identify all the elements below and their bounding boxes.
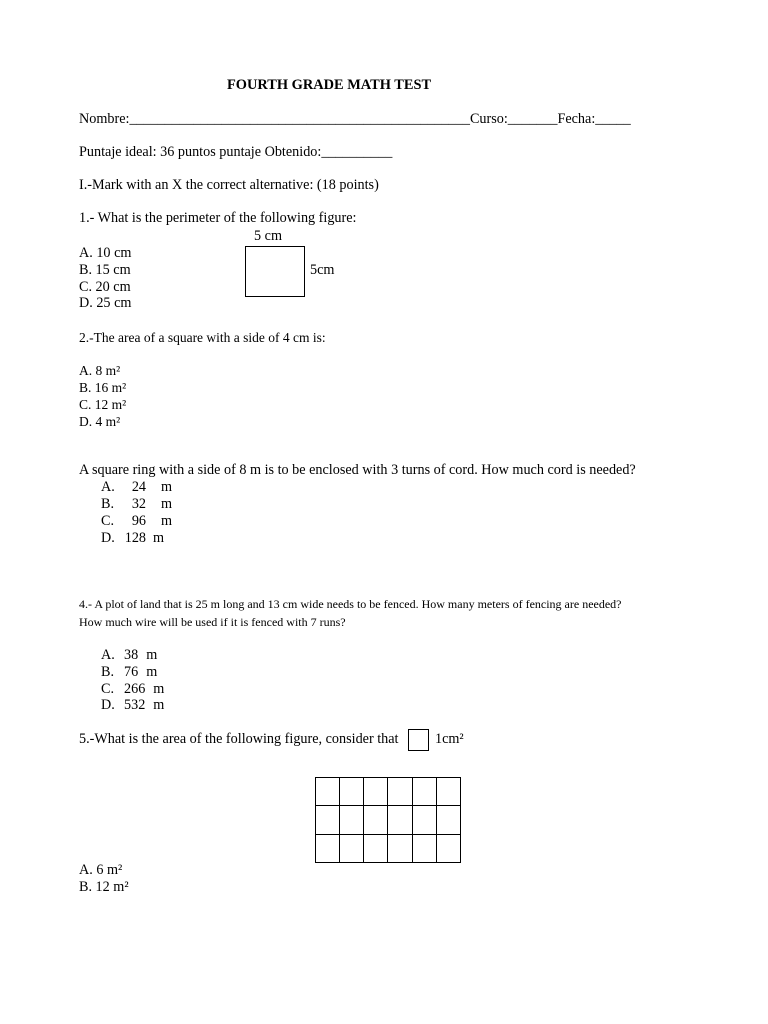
option-unit: m — [161, 513, 173, 529]
score-blank: __________ — [321, 144, 393, 160]
q2-option-c: C. 12 m² — [79, 397, 127, 412]
q4-option-c — [101, 681, 164, 698]
question-4-text-line-2: How much wire will be used if it is fenced with 7 runs? — [79, 615, 346, 629]
score-text: Puntaje ideal: 36 puntos puntaje Obtenido: — [79, 144, 322, 160]
q4-option-b — [101, 664, 157, 681]
grid-cell — [316, 778, 340, 806]
question-3-text: A square ring with a side of 8 m is to be enclosed with 3 turns of cord. How much cord is needed? — [79, 462, 636, 478]
grid-cell — [413, 806, 437, 834]
option-unit: m — [146, 664, 158, 680]
option-value: 38 — [124, 647, 139, 663]
grid-cell — [437, 806, 461, 834]
name-blank: ________________________________________________ — [129, 111, 470, 127]
q5-option-a: A. 6 m² — [79, 862, 123, 878]
option-letter: D. — [101, 530, 115, 546]
grid-cell — [340, 778, 364, 806]
q2-option-d: D. 4 m² — [79, 414, 121, 429]
option-unit: m — [161, 496, 173, 512]
option-value: 128 — [124, 530, 146, 546]
grid-cell — [364, 806, 388, 834]
option-letter: B. — [101, 664, 115, 680]
figure-side-label: 5cm — [310, 262, 335, 278]
grid-cell — [340, 806, 364, 834]
q1-option-d: D. 25 cm — [79, 295, 132, 311]
unit-square-icon — [408, 729, 429, 751]
option-value: 532 — [124, 697, 146, 713]
q1-option-b: B. 15 cm — [79, 262, 131, 278]
name-label: Nombre: — [79, 111, 130, 127]
grid-cell — [364, 835, 388, 863]
option-unit: m — [153, 530, 165, 546]
question-4-text-line-1: 4.- A plot of land that is 25 m long and 13 cm wide needs to be fenced. How many meters of fencing are needed? — [79, 597, 622, 611]
course-blank: _______ — [507, 111, 558, 127]
grid-cell — [437, 778, 461, 806]
q4-option-d — [101, 697, 164, 714]
unit-grid-figure — [315, 777, 461, 863]
option-unit: m — [153, 697, 165, 713]
option-value: 266 — [124, 681, 146, 697]
option-unit: m — [146, 647, 158, 663]
q1-option-a: A. 10 cm — [79, 245, 132, 261]
page-title: FOURTH GRADE MATH TEST — [227, 77, 432, 93]
grid-cell — [413, 835, 437, 863]
option-letter: C. — [101, 513, 115, 529]
date-blank: _____ — [595, 111, 631, 127]
grid-cell — [437, 835, 461, 863]
option-letter: A. — [101, 479, 115, 495]
unit-square-label: 1cm² — [435, 731, 464, 747]
grid-cell — [340, 835, 364, 863]
option-letter: A. — [101, 647, 115, 663]
option-value: 24 — [131, 479, 146, 495]
grid-cell — [388, 835, 412, 863]
option-letter: C. — [101, 681, 115, 697]
grid-cell — [413, 778, 437, 806]
question-1-text: 1.- What is the perimeter of the following figure: — [79, 210, 357, 226]
score-line — [79, 144, 392, 161]
option-unit: m — [153, 681, 165, 697]
option-value: 32 — [131, 496, 146, 512]
grid-cell — [316, 806, 340, 834]
q2-option-a: A. 8 m² — [79, 363, 121, 378]
grid-cell — [316, 835, 340, 863]
q4-option-a — [101, 647, 157, 664]
option-value: 76 — [124, 664, 139, 680]
question-2-text: 2.-The area of a square with a side of 4 cm is: — [79, 330, 326, 345]
grid-cell — [388, 806, 412, 834]
q2-option-b: B. 16 m² — [79, 380, 127, 395]
course-label: Curso: — [469, 111, 508, 127]
q5-option-b: B. 12 m² — [79, 879, 129, 895]
q1-option-c: C. 20 cm — [79, 279, 131, 295]
grid-cell — [364, 778, 388, 806]
option-letter: B. — [101, 496, 115, 512]
square-figure — [245, 246, 305, 297]
option-unit: m — [161, 479, 173, 495]
figure-top-label: 5 cm — [254, 228, 282, 244]
date-label: Fecha: — [557, 111, 596, 127]
option-letter: D. — [101, 697, 115, 713]
instructions: I.-Mark with an X the correct alternative: (18 points) — [79, 177, 379, 193]
student-info-line — [79, 111, 631, 128]
option-value: 96 — [131, 513, 146, 529]
grid-cell — [388, 778, 412, 806]
question-5-text: 5.-What is the area of the following figure, consider that — [79, 731, 399, 747]
